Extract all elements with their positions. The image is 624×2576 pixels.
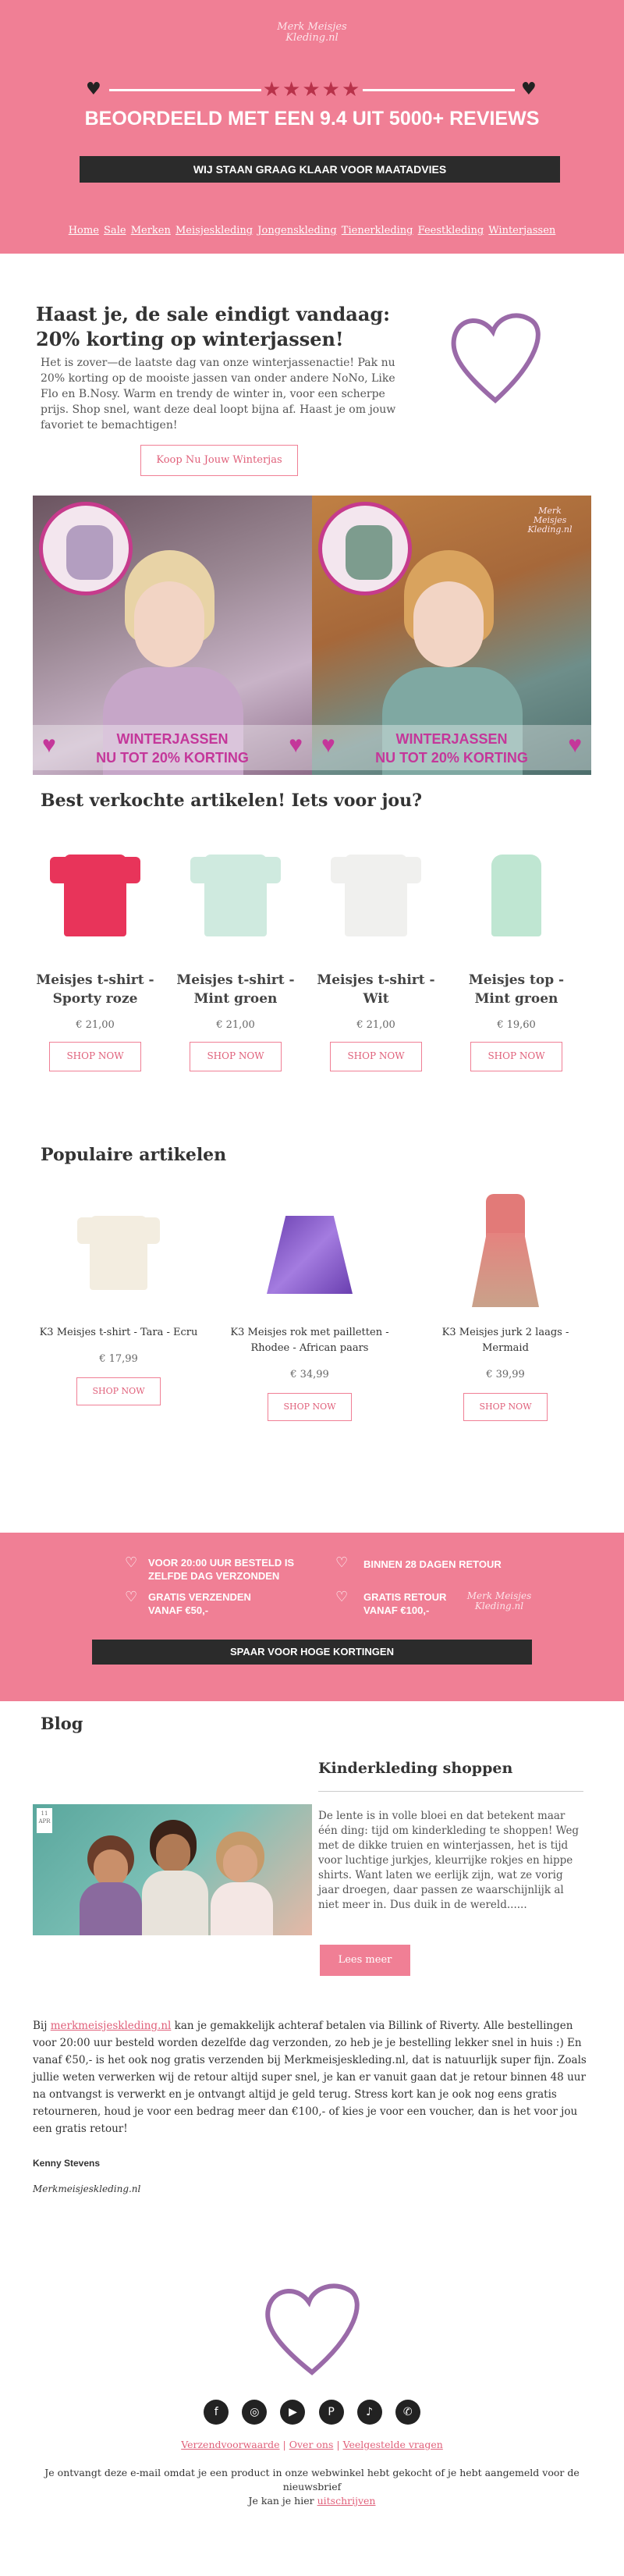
savings-bar[interactable]: SPAAR VOOR HOGE KORTINGEN bbox=[92, 1640, 532, 1665]
shop-link[interactable]: merkmeisjeskleding.nl bbox=[50, 2020, 172, 2032]
nav-link-tienerkleding[interactable]: Tienerkleding bbox=[341, 225, 413, 236]
banner-label-left bbox=[33, 725, 312, 770]
product-card[interactable] bbox=[33, 843, 158, 1071]
signer-name: Kenny Stevens bbox=[33, 2158, 101, 2169]
product-card[interactable] bbox=[454, 843, 579, 1071]
popular-item[interactable] bbox=[420, 1194, 591, 1421]
shop-info-prefix: Bij bbox=[33, 2020, 51, 2032]
heart-icon: ♥ bbox=[321, 732, 335, 758]
product-card[interactable] bbox=[314, 843, 438, 1071]
shop-info-body: kan je gemakkelijk achteraf betalen via Billink of Riverty. Alle bestellingen voor 20:00 uur besteld worden dezelfde dag verzonden, zo heb je je bestelling lekker snel in huis :) En vanaf €50,- is het ook nog gratis verzenden bij Merkmeisjeskleding.nl, dat is natuurlijk super fijn. Zoals jullie weten verwerken wij de retour altijd super snel, je kan er vanuit gaan dat je retour binnen 48 uur na ontvangst is verwerkt en je ontvangt altijd je geld terug. Stress kort kan je ook nog eens gratis retourneren, houd je voor een bedrag meer dan €100,- of kies je voor een voucher, dan is het voor jou een gratis retour! bbox=[33, 2020, 587, 2135]
popular-grid bbox=[33, 1194, 591, 1475]
photo-girl-face bbox=[134, 581, 204, 667]
product-image[interactable] bbox=[48, 843, 142, 944]
nav-link-merken[interactable]: Merken bbox=[130, 225, 171, 236]
signer-company: Merkmeisjeskleding.nl bbox=[33, 2183, 141, 2194]
shop-now-button[interactable]: SHOP NOW bbox=[470, 1042, 562, 1071]
popular-title: Populaire artikelen bbox=[41, 1145, 227, 1165]
subscription-note: Je ontvangt deze e-mail omdat je een product in onze webwinkel hebt gekocht of je hebt aangemeld voor de nieuwsbrief bbox=[44, 2467, 580, 2493]
banner-label-line-2: NU TOT 20% KORTING bbox=[96, 750, 249, 766]
product-image[interactable] bbox=[329, 843, 423, 944]
banner-left[interactable] bbox=[33, 496, 312, 775]
product-price: € 19,60 bbox=[497, 1019, 536, 1031]
product-image[interactable] bbox=[76, 1194, 161, 1311]
nav-link-sale[interactable]: Sale bbox=[104, 225, 126, 236]
product-name[interactable]: K3 Meisjes jurk 2 laags - Mermaid bbox=[441, 1327, 569, 1354]
jacket-inset bbox=[39, 502, 133, 595]
winter-jacket-banner[interactable] bbox=[33, 496, 591, 775]
rating-stars: ★★★★★ bbox=[262, 78, 362, 101]
sale-text: Het is zover—de laatste dag van onze winterjassenactie! Pak nu 20% korting op de mooiste jassen van onder andere NoNo, Like Flo en B.Nosy. Warm en trendy de winter in, voor een scherpe prijs. Shop snel, want deze deal loopt bijna af. Haast je om jouw favoriet te bemachtigen! bbox=[41, 357, 396, 432]
popular-item[interactable] bbox=[224, 1194, 395, 1421]
product-image[interactable] bbox=[259, 1194, 360, 1311]
shop-now-button[interactable]: SHOP NOW bbox=[190, 1042, 282, 1071]
footer-heart-logo[interactable] bbox=[257, 2279, 367, 2380]
product-image[interactable] bbox=[189, 843, 282, 944]
footer-note bbox=[31, 2466, 593, 2508]
rating-title: BEOORDEELD MET EEN 9.4 UIT 5000+ REVIEWS bbox=[84, 108, 540, 130]
product-card[interactable] bbox=[173, 843, 298, 1071]
sale-section bbox=[0, 254, 624, 496]
advice-bar[interactable]: WIJ STAAN GRAAG KLAAR VOOR MAATADVIES bbox=[80, 156, 560, 183]
jacket-inset bbox=[318, 502, 412, 595]
brand-watermark: Merk Meisjes Kleding.nl bbox=[527, 506, 573, 535]
product-name[interactable]: Meisjes t-shirt - Mint groen bbox=[176, 972, 295, 1007]
nav-link-jongenskleding[interactable]: Jongenskleding bbox=[257, 225, 337, 236]
heart-icon: ♥ bbox=[521, 80, 537, 99]
blog-post-heading[interactable]: Kinderkleding shoppen bbox=[318, 1760, 513, 1777]
separator: | bbox=[333, 2439, 343, 2450]
shop-now-button[interactable]: SHOP NOW bbox=[49, 1042, 141, 1071]
usp-28-day-return: BINNEN 28 DAGEN RETOUR bbox=[363, 1558, 502, 1570]
product-name[interactable]: K3 Meisjes t-shirt - Tara - Ecru bbox=[39, 1327, 198, 1338]
banner-right[interactable] bbox=[312, 496, 591, 775]
heart-icon: ♥ bbox=[42, 732, 56, 758]
social-icons bbox=[0, 2400, 624, 2425]
buy-winter-jacket-button[interactable]: Koop Nu Jouw Winterjas bbox=[140, 445, 298, 476]
nav-link-winterjassen[interactable]: Winterjassen bbox=[488, 225, 556, 236]
rating-row bbox=[86, 78, 538, 101]
product-price: € 21,00 bbox=[216, 1019, 255, 1031]
read-more-button[interactable]: Lees meer bbox=[320, 1945, 410, 1976]
shop-now-button[interactable]: SHOP NOW bbox=[268, 1393, 352, 1421]
product-name[interactable]: K3 Meisjes rok met pailletten - Rhodee - African paars bbox=[230, 1327, 389, 1354]
separator: | bbox=[279, 2439, 289, 2450]
product-price: € 21,00 bbox=[356, 1019, 395, 1031]
shop-now-button[interactable]: SHOP NOW bbox=[330, 1042, 422, 1071]
unsubscribe-prefix: Je kan je hier bbox=[248, 2495, 317, 2507]
shop-now-button[interactable]: SHOP NOW bbox=[463, 1393, 548, 1421]
divider bbox=[318, 1791, 583, 1792]
heart-icon: ♡ bbox=[125, 1589, 138, 1605]
heart-icon: ♥ bbox=[289, 732, 303, 758]
shop-now-button[interactable]: SHOP NOW bbox=[76, 1377, 161, 1405]
about-us-link[interactable]: Over ons bbox=[289, 2439, 334, 2450]
faq-link[interactable]: Veelgestelde vragen bbox=[342, 2439, 443, 2450]
heart-icon: ♡ bbox=[125, 1554, 138, 1571]
unsubscribe-link[interactable]: uitschrijven bbox=[317, 2495, 376, 2507]
footer-links bbox=[0, 2439, 624, 2450]
tiktok-icon[interactable]: ♪ bbox=[357, 2400, 382, 2425]
blog-title: Blog bbox=[41, 1714, 83, 1733]
banner-label-right bbox=[312, 725, 591, 770]
banner-label-line-2: NU TOT 20% KORTING bbox=[375, 750, 528, 766]
main-nav bbox=[0, 225, 624, 236]
usp-free-shipping: GRATIS VERZENDEN VANAF €50,- bbox=[148, 1591, 251, 1616]
youtube-icon[interactable]: ▶ bbox=[280, 2400, 305, 2425]
heart-icon: ♡ bbox=[335, 1589, 349, 1605]
product-price: € 21,00 bbox=[76, 1019, 115, 1031]
blog-post-excerpt: De lente is in volle bloei en dat betekent maar één ding: tijd om kinderkleding te shoppen! Weg met de dikke truien en winterjassen, het is tijd voor luchtige jurkjes, kleurrijke rokjes en hippe shirts. Want laten we eerlijk zijn, wat ze vorig jaar droegen, daar passen ze waarschijnlijk al niet meer in. Dus duik in de wereld...... bbox=[318, 1810, 580, 1911]
bestsellers-grid bbox=[33, 843, 591, 1124]
popular-item[interactable] bbox=[33, 1194, 204, 1405]
nav-link-home[interactable]: Home bbox=[68, 225, 99, 236]
product-name[interactable]: Meisjes top - Mint groen bbox=[468, 972, 565, 1007]
usp-same-day-shipping: VOOR 20:00 UUR BESTELD IS ZELFDE DAG VERZONDEN bbox=[148, 1557, 295, 1582]
shipping-terms-link[interactable]: Verzendvoorwaarde bbox=[181, 2439, 280, 2450]
product-price: € 17,99 bbox=[99, 1353, 138, 1365]
header-banner bbox=[0, 0, 624, 254]
usp-free-return: GRATIS RETOUR VANAF €100,- bbox=[363, 1591, 447, 1616]
jacket-image bbox=[346, 525, 392, 580]
pinterest-icon[interactable]: P bbox=[319, 2400, 344, 2425]
photo-girl-face bbox=[413, 581, 484, 667]
facebook-icon[interactable]: f bbox=[204, 2400, 229, 2425]
brand-logo[interactable]: Merk Meisjes Kleding.nl bbox=[277, 21, 347, 44]
heart-icon: ♥ bbox=[86, 80, 101, 99]
jacket-image bbox=[66, 525, 113, 580]
product-name[interactable]: Meisjes t-shirt - Sporty roze bbox=[36, 972, 154, 1007]
banner-label-line-1: WINTERJASSEN bbox=[116, 731, 229, 747]
heart-icon: ♡ bbox=[335, 1554, 349, 1571]
blog-date-badge: 11 APR bbox=[37, 1808, 52, 1833]
instagram-icon[interactable]: ◎ bbox=[242, 2400, 267, 2425]
sale-title: Haast je, de sale eindigt vandaag: 20% korting op winterjassen! bbox=[36, 303, 391, 350]
product-price: € 34,99 bbox=[290, 1369, 329, 1380]
brand-logo: Merk Meisjes Kleding.nl bbox=[466, 1590, 532, 1611]
nav-link-feestkleding[interactable]: Feestkleding bbox=[417, 225, 484, 236]
banner-label-line-1: WINTERJASSEN bbox=[395, 731, 508, 747]
product-name[interactable]: Meisjes t-shirt - Wit bbox=[317, 972, 435, 1007]
nav-link-meisjeskleding[interactable]: Meisjeskleding bbox=[176, 225, 254, 236]
bestsellers-title: Best verkochte artikelen! Iets voor jou? bbox=[41, 791, 422, 811]
usp-section bbox=[0, 1533, 624, 1701]
product-price: € 39,99 bbox=[486, 1369, 525, 1380]
heart-icon: ♥ bbox=[568, 732, 582, 758]
product-image[interactable] bbox=[463, 1194, 548, 1311]
product-image[interactable] bbox=[470, 843, 563, 944]
whatsapp-icon[interactable]: ✆ bbox=[395, 2400, 420, 2425]
heart-logo-icon bbox=[445, 308, 546, 410]
blog-post-image[interactable] bbox=[33, 1804, 312, 1935]
shop-info-text bbox=[33, 2017, 591, 2137]
